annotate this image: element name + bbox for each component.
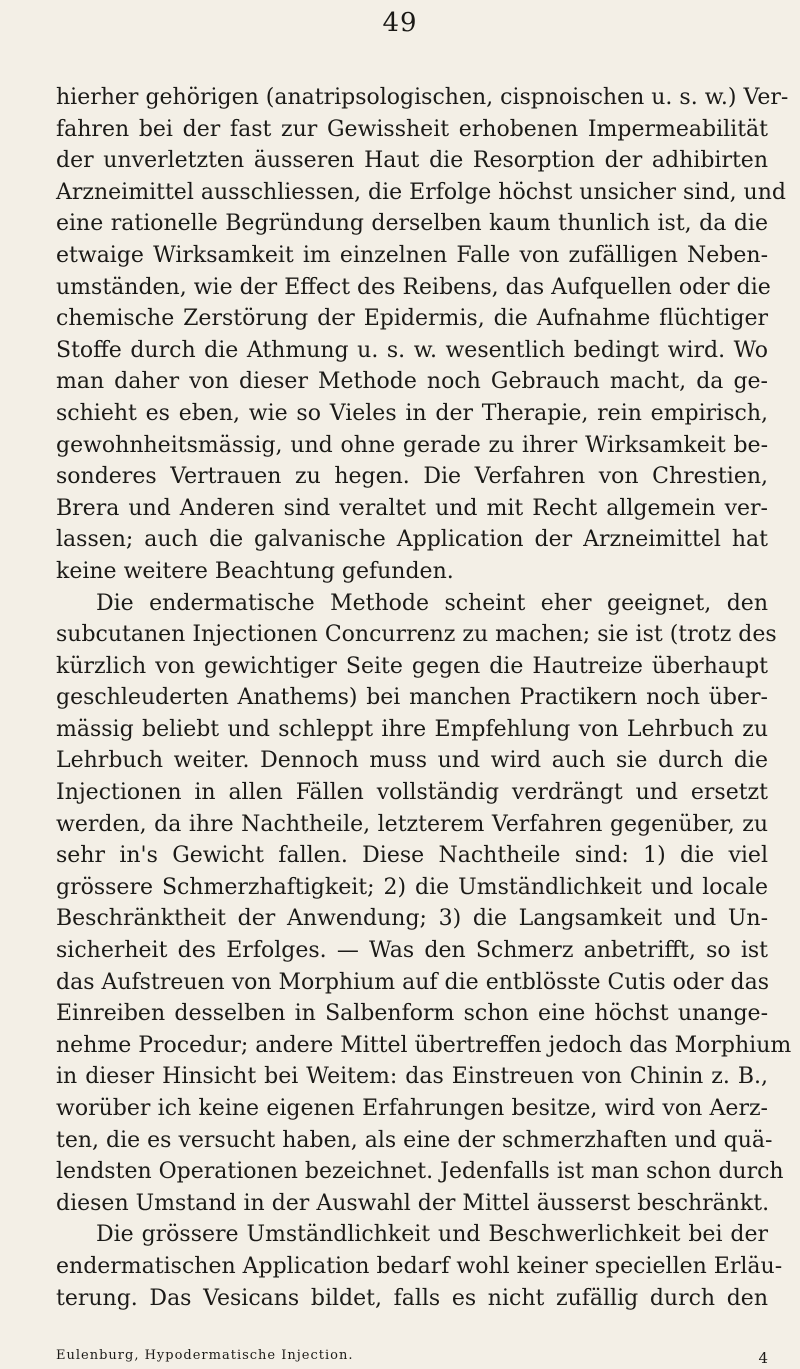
text-line: umständen, wie der Effect des Reibens, das Aufquellen oder die — [56, 274, 771, 300]
text-line: werden, da ihre Nachtheile, letzterem Verfahren gegenüber, zu — [56, 811, 768, 837]
text-line: worüber ich keine eigenen Erfahrungen besitze, wird von Aerz- — [56, 1096, 768, 1121]
text-line: man daher von dieser Methode noch Gebrauch macht, da ge- — [56, 369, 768, 395]
text-line: gewohnheitsmässig, und ohne gerade zu ihrer Wirksamkeit be- — [56, 432, 768, 458]
text-line: sehr in's Gewicht fallen. Diese Nachtheile sind: 1) die viel — [56, 843, 768, 869]
text-line: geschleuderten Anathems) bei manchen Practikern noch über- — [56, 685, 768, 711]
text-line: grössere Schmerzhaftigkeit; 2) die Umständlichkeit und locale — [56, 874, 768, 900]
text-line: in dieser Hinsicht bei Weitem: das Einstreuen von Chinin z. B., — [56, 1064, 768, 1090]
paragraph-start-line: Die endermatische Methode scheint eher geeignet, den — [96, 590, 768, 616]
text-line: chemische Zerstörung der Epidermis, die Aufnahme flüchtiger — [56, 306, 768, 332]
text-line: der unverletzten äusseren Haut die Resorption der adhibirten — [56, 148, 768, 174]
page-number: 49 — [382, 8, 418, 38]
text-line: Einreiben desselben in Salbenform schon eine höchst unange- — [56, 1001, 768, 1027]
text-line: schieht es eben, wie so Vieles in der Therapie, rein empirisch, — [56, 400, 768, 426]
text-line: das Aufstreuen von Morphium auf die entblösste Cutis oder das — [56, 969, 770, 995]
text-line: sicherheit des Erfolges. — Was den Schmerz anbetrifft, so ist — [56, 938, 768, 964]
text-line: nehme Procedur; andere Mittel übertreffen jedoch das Morphium — [56, 1032, 792, 1058]
footer-reference: Eulenburg, Hypodermatische Injection. — [56, 1348, 354, 1363]
text-line: eine rationelle Begründung derselben kaum thunlich ist, da die — [56, 211, 768, 237]
text-line: Brera und Anderen sind veraltet und mit Recht allgemein ver- — [56, 495, 768, 521]
text-line: diesen Umstand in der Auswahl der Mittel äusserst beschränkt. — [56, 1190, 770, 1216]
text-line: Stoffe durch die Athmung u. s. w. wesentlich bedingt wird. Wo — [56, 337, 768, 363]
page-footer — [56, 1345, 768, 1367]
text-line: fahren bei der fast zur Gewissheit erhobenen Impermeabilität — [56, 116, 768, 142]
text-line: kürzlich von gewichtiger Seite gegen die Hautreize überhaupt — [56, 653, 768, 679]
text-line: sonderes Vertrauen zu hegen. Die Verfahren von Chrestien, — [56, 464, 768, 490]
text-line: ten, die es versucht haben, als eine der schmerzhaften und quä- — [56, 1127, 773, 1153]
text-line: Injectionen in allen Fällen vollständig verdrängt und ersetzt — [56, 780, 768, 806]
text-line: terung. Das Vesicans bildet, falls es nicht zufällig durch den — [56, 1285, 768, 1311]
text-line: Lehrbuch weiter. Dennoch muss und wird auch sie durch die — [56, 748, 768, 774]
text-line: endermatischen Application bedarf wohl keiner speciellen Erläu- — [56, 1253, 783, 1279]
text-line: hierher gehörigen (anatripsologischen, cispnoischen u. s. w.) Ver- — [56, 85, 789, 110]
text-line: lendsten Operationen bezeichnet. Jedenfalls ist man schon durch — [56, 1159, 784, 1185]
paragraph-start-line: Die grössere Umständlichkeit und Beschwerlichkeit bei der — [96, 1222, 768, 1248]
paragraph-end-line: keine weitere Beachtung gefunden. — [56, 558, 454, 584]
text-line: Arzneimittel ausschliessen, die Erfolge höchst unsicher sind, und — [56, 179, 786, 205]
text-line: mässig beliebt und schleppt ihre Empfehlung von Lehrbuch zu — [56, 716, 768, 742]
text-line: lassen; auch die galvanische Application der Arzneimittel hat — [56, 527, 768, 553]
text-line: subcutanen Injectionen Concurrenz zu machen; sie ist (trotz des — [56, 622, 777, 648]
text-line: Beschränktheit der Anwendung; 3) die Langsamkeit und Un- — [56, 906, 768, 932]
body-text — [56, 82, 792, 1314]
text-line: etwaige Wirksamkeit im einzelnen Falle von zufälligen Neben- — [56, 242, 768, 268]
signature-mark: 4 — [758, 1349, 768, 1367]
